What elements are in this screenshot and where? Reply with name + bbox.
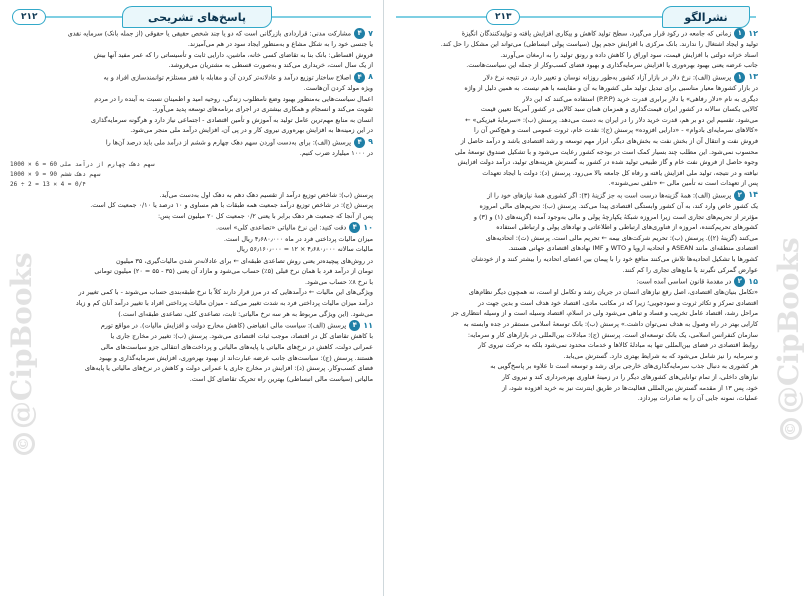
text-line (394, 254, 758, 265)
formula-line: 1000 × 6 = 60 سهم دهک چهارم از درآمد ملی (10, 160, 155, 168)
watermark-text: @CipBooks (5, 252, 38, 429)
line-text: فروش نفت و انتقال آن از بخش نفت به بخش‌های دیگر، ابزار مهم توسعه و رشد اقتصادی باشد و درآمد حاصل از (460, 136, 758, 145)
line-text: می‌شود. تقسیم این دو بر هم، قدرت خرید دلار را در ایران به دست می‌دهد. پرسش (ب): «سرمایهٔ فیزیکی» ← (465, 115, 758, 124)
line-text: اصلاح ساختار توزیع درآمد و عادلانه‌تر کردن آن و مقابله با فقر مستلزم توانمندسازی افراد و به (103, 73, 352, 82)
line-text: مراحل رشد، اقتصاد عامل تخریب و فساد و تباهی می‌شود ولی در اسلام، اقتصاد وسیله است و از وسیله انتظاری جز (451, 309, 758, 318)
answer-block (10, 28, 373, 71)
text-line (394, 28, 758, 39)
line-text: کشورها با تشکیل اتحادیه‌ها تلاش می‌کنند منافع خود را با پیمان بین اعضای اتحادیه را بیشتر کنند و از خودشان (471, 254, 758, 263)
answer-option-badge: ۴ (349, 222, 360, 233)
text-line (394, 393, 758, 404)
text-line (10, 309, 373, 320)
line-text: اسناد خزانه دولتی با افزایش قیمت، سود اوراق را کاهش داده و رونق تولید را به ارمغان می‌آورند. (500, 50, 758, 59)
page-title: پاسخ‌های تشریحی (122, 6, 272, 28)
line-text: درآمد میزان مالیات پرداختی فرد به شدت تغییر می‌کند - میزان مالیات پرداختی افراد با تغییر درآمد آنان کم و زیاد (75, 299, 373, 308)
line-text: سازمان کنفرانس اسلامی، یک بانک توسعه‌ای است. پرسش (ج): مبادلات بین‌المللی در بازارهای کار و سرمایه: (467, 330, 758, 339)
line-text: تومان از درآمد فرد با همان نرخ قبلی (۵٪) حساب می‌شود و مازاد آن یعنی (۳۵ - ۵۵ = ۲۰) میلیون تومانی (94, 267, 373, 276)
answer-option-badge: ۴ (354, 72, 365, 83)
answer-block (10, 320, 373, 384)
text-line (10, 190, 373, 201)
line-text: هستند. پرسش (ج): سیاست‌های جانب عرضه عبارت‌اند از بهبود بهره‌وری، افزایش سرمایه‌گذاری و بهبود (99, 353, 373, 362)
text-line (10, 234, 373, 245)
text-line (10, 298, 373, 309)
line-text: دقت کنید: این نرخ مالیاتی «تصاعدی کلی» است. (216, 223, 347, 232)
text-line (394, 361, 758, 372)
answer-block (10, 222, 373, 254)
answer-option-badge: ۴ (354, 28, 365, 39)
line-text: «کالاهای سرمایه‌ای بادوام» - «دارایی افزوده» پرسش (ج): نقدت خام، ثروت عمومی است و هیچ‌کس آن را (473, 126, 758, 135)
text-line (394, 351, 758, 362)
text-line (10, 277, 373, 288)
text-line (10, 342, 373, 353)
text-line (10, 320, 373, 331)
line-text: پرسش (ب): شاخص توزیع درآمد از تقسیم دهک دهم به دهک اول به‌دست می‌آید. (159, 190, 373, 199)
line-text: می‌شود. (این ویژگی مربوط به هر سه نرخ مالیاتی: ثابت، تصاعدی کلی، تصاعدی طبقه‌ای است.) (118, 309, 373, 318)
text-line (394, 319, 758, 330)
answer-block (10, 256, 373, 320)
text-line (394, 330, 758, 341)
text-line (394, 201, 758, 212)
answer-option-badge: ۴ (354, 137, 365, 148)
text-line (394, 178, 758, 189)
line-text: عمرانی دولت، کاهش در نرخ‌های مالیاتی یا پایه‌های مالیاتی و پرداخت‌های انتقالی جزو سیاست‌های مالی (100, 342, 373, 351)
line-text: محسوب نمی‌شود. این مطلب چند بسیار کمک است در بودجه کشور رعایت می‌شود و با تشکیل صندوق توسعهٔ ملی (454, 147, 758, 156)
line-text: اقتصادی تمرکز و تکاثر ثروت و سودجویی؛ زیرا که در مکاتب مادی، اقتصاد خود هدف است و بدین جهت در (477, 298, 758, 307)
question-number: ۱۲ (748, 28, 758, 38)
watermark-text: @CipBooks (772, 237, 805, 414)
line-text: و سرمایه را نیز شامل می‌شود که به شرایط بهتری دارد. گسترش می‌یابد. (563, 351, 758, 360)
line-text: خود، پس ۱۳ از مقدمه گسترش بین‌المللی فعالیت‌ها در طریق اینترنت نیز به خرید افزوده شود، از (501, 383, 758, 392)
line-text: پس از آنجا که جمعیت هر دهک برابر با یعنی ۰/۲ جمعیت کل ۲۰ میلیون است پس: (157, 211, 373, 220)
line-text: میزان مالیات پرداختی فرد در ماه ۴٫۶۸۰٫۰۰۰ ریال است. (223, 234, 373, 243)
text-line (10, 50, 373, 61)
line-text: نیافته و در نتیجه، تولید ملی افزایش یافته و رفاه کل جامعه بالا می‌رود. پرسش (د): دولت با ایجاد تعهدات (482, 168, 758, 177)
text-line (10, 39, 373, 50)
text-line (10, 137, 373, 148)
copyright-icon: © (13, 433, 35, 455)
text-line (394, 276, 758, 287)
line-text: پس از تعهدات است نه تأمین مالی ← «تلفی نمی‌شوند». (608, 179, 758, 188)
answer-block (394, 72, 758, 189)
answer-option-badge: ۲ (734, 190, 745, 201)
right-page-header (396, 6, 756, 28)
answer-block (394, 28, 758, 71)
question-number: ۱۵ (748, 276, 758, 286)
text-line (394, 340, 758, 351)
text-line (10, 148, 373, 159)
line-text: ویژگی‌های این مالیات ← درآمدهایی که در مرز قرار دارند کلاً با نرخ طبقه‌بندی حساب می‌شوند - با کمی تغییر در (78, 288, 373, 297)
page-title: نشرالگو (662, 6, 750, 28)
question-number: ۸ (368, 72, 373, 82)
text-line (394, 308, 758, 319)
line-text: یک کشور خاص وارد کند، به آن کشور وابستگی اقتصادی پیدا می‌کند. پرسش (ب): تحریم‌های مالی امروزه (479, 202, 758, 210)
text-line (10, 266, 373, 277)
line-text: پرسش (الف): همهٔ گزینه‌ها درست است به جز گزینهٔ (۳): اگر کشوری همهٔ نیازهای خود را از (487, 191, 732, 200)
answer-option-badge: ۱ (734, 28, 745, 39)
answer-option-badge: ۴ (349, 320, 360, 331)
text-line (394, 212, 758, 223)
text-line (394, 233, 758, 244)
line-text: مؤثرتر از تحریم‌های تجاری است زیرا امروزه شبکهٔ یکپارچهٔ پولی و مالی به‌وجود آمده (گزینه‌های (۱) و (۳) و (473, 212, 758, 221)
text-line (10, 363, 373, 374)
line-text: پرسش (ج): در شاخص توزیع درآمد جمعیت همه طبقات با هم مساوی و ۱۰ درصد یا ۰/۱۰ جمعیت کل است. (90, 201, 373, 210)
answer-option-badge: ۱ (734, 72, 745, 83)
question-number: ۹ (368, 137, 373, 147)
line-text: یا جنسی خود را به شکل مشاع و به‌منظور ایجاد سود در هم می‌آمیزند. (187, 40, 373, 49)
text-line (394, 168, 758, 179)
line-text: می‌کنند (گزینهٔ (۲)). پرسش (ب): تحریم شرکت‌های بیمه ← تحریم مالی است. پرسش (ت): اتحادیه‌های (485, 233, 758, 242)
text-line (394, 60, 758, 71)
right-page-content (394, 28, 758, 404)
line-text: کشورهای تحریم‌کننده، امروزه از فناوری‌های ارتباطی و اطلاعاتی و نهادهای پولی و ارتباطی استفاده (496, 223, 758, 232)
line-text: عملیات، نمونه جایی آن را به صادرات بپردازد. (637, 394, 758, 403)
text-line (10, 374, 373, 385)
formula-line: 1000 × 9 = 90 سهم دهک ششم (10, 170, 101, 178)
watermark (772, 237, 805, 440)
line-text: مشارکت مدنی: قراردادی بازرگانی است که دو یا چند شخص حقیقی یا حقوقی (از جمله بانک) سرمایه نقدی (67, 29, 352, 38)
answer-block (394, 190, 758, 275)
text-line (394, 50, 758, 61)
page-number: ۲۱۲ (12, 9, 46, 25)
line-text: زمانی که جامعه در رکود قرار می‌گیرد، سطح تولید کاهش و بیکاری افزایش یافته و تولیدکنندگان انگیزهٔ (461, 29, 732, 38)
text-line (394, 190, 758, 201)
left-page-header (12, 6, 371, 28)
question-number: ۱۳ (748, 72, 758, 82)
question-number: ۷ (368, 28, 373, 38)
line-text: عوارض گمرکی نگیرند یا مانع‌های تجاری را کم کنند. (622, 265, 758, 274)
text-line (394, 372, 758, 383)
line-text: مالیات سالانه ۴٫۶۸۰٫۰۰۰ × ۱۲ = ۵۶٫۱۶۰٫۰۰۰ ریال (236, 245, 373, 254)
text-line (10, 125, 373, 136)
text-line (10, 83, 373, 94)
text-line (10, 115, 373, 126)
text-line (10, 28, 373, 39)
text-line (10, 331, 373, 342)
text-line (394, 104, 758, 115)
text-line (394, 83, 758, 94)
question-number: ۱۰ (363, 222, 373, 232)
copyright-icon: © (780, 418, 802, 440)
text-line (394, 298, 758, 309)
text-line (10, 353, 373, 364)
text-line (394, 383, 758, 394)
answer-option-badge: ۲ (734, 276, 745, 287)
line-text: از یک سال است، خریداری می‌کند و به‌صورت قسطی به مشتریان می‌فروشد. (168, 61, 373, 70)
line-text: نیازهای داخلی، از تمام توانایی‌های کشورهای دیگر را در زمینهٔ فناوری بهره‌برداری کند و نیروی کار (501, 373, 758, 381)
text-line (394, 94, 758, 105)
answer-block (10, 72, 373, 136)
text-line (10, 211, 373, 222)
text-line (10, 222, 373, 233)
line-text: در روش‌های پیچیده‌تر یعنی روش تصاعدی طبقه‌ای ← برای عادلانه‌تر شدن مالیات‌گیری، ۳۵ میلیون (115, 256, 373, 265)
line-text: فروش اقساطی: بانک بنا به تقاضای کسی خانه، ماشین، دارایی ثابت و تأسیساتی را که عمر مفید آنها بیش (93, 50, 373, 59)
line-text: اعمال سیاست‌هایی به‌منظور بهبود وضع نامطلوب زندگی، روحیه امید و اطمینان نسبت به آینده را در مردم (94, 94, 373, 103)
line-text: «تکامل بنیان‌های اقتصادی، اصل رفع نیازهای انسان در جریان رشد و تکامل او است، نه همچون دیگر نظام‌های (468, 288, 758, 297)
line-text: پرسش (الف): برای به‌دست آوردن سهم دهک چهارم و ششم از درآمد ملی باید درصد آن‌ها را (105, 138, 352, 147)
line-text: اقتصادی منطقه‌ای مانند ASEAN و اتحادیه اروپا و WTO و IMF نهادهای اقتصادی جهانی هستند. (508, 244, 758, 253)
line-text: در بازار کشورها معیار مناسبی برای تبدیل تولید ملی کشورها به آن و مقایسه با هم نیست. به همین دلیل از واژه (464, 83, 758, 92)
text-line (394, 157, 758, 168)
line-text: در این زمینه‌ها به افزایش بهره‌وری نیروی کار و در پی آن، افزایش درآمد ملی منجر می‌شود. (130, 126, 373, 135)
text-line (394, 147, 758, 158)
line-text: فضای کسب‌وکار. پرسش (د): افزایش در مخارج جاری یا عمرانی دولت و کاهش در نرخ‌های مالیاتی یا پایه‌های (84, 364, 373, 373)
line-text: تولید و ایجاد اشتغال را ندارند. بانک مرکزی با افزایش حجم پول (سیاست پولی انبساطی) می‌تواند این مشکل را حل کند. (440, 40, 758, 49)
text-line (394, 222, 758, 233)
text-line (10, 94, 373, 105)
line-text: کارایی بهتر در راه وصول به هدف نمی‌توان داشت.» پرسش (ب): بانک توسعهٔ اسلامی مستقر در جده وابسته به (463, 320, 758, 329)
text-line (10, 104, 373, 115)
line-text: در مقدمهٔ قانون اساسی آمده است: (636, 277, 732, 286)
text-line (10, 244, 373, 255)
text-line (10, 60, 373, 71)
text-line (394, 243, 758, 254)
line-text: پرسش (الف): سیاست مالی انقباضی (کاهش مخارج دولت و افزایش مالیات). در مواقع تورم (100, 321, 347, 330)
line-text: هر کشوری به دنبال جذب سرمایه‌گذاری‌های خارجی برای رشد و توسعه است تا علاوه بر پاسخ‌گویی به (490, 362, 758, 371)
answer-block (394, 276, 758, 404)
text-line (394, 39, 758, 50)
line-text: تقویت می‌کند و انسجام و همکاری بیشتری در اجرای برنامه‌های توسعه پدید می‌آورد. (152, 105, 373, 114)
text-line (394, 136, 758, 147)
question-number: ۱۴ (748, 190, 758, 200)
line-text: کالایی یکسان سالانه در کشور ایران قیمت‌گذاری و همزمان همان سبد کالایی در کشور آمریکا تعیین قیمت (480, 105, 758, 114)
line-text: جانب عرضه یعنی بهبود بهره‌وری یا افزایش سرمایه‌گذاری و بهبود فضای کسب‌وکار از جمله این سیاست‌هاست. (466, 61, 758, 70)
text-line (10, 72, 373, 83)
page-number: ۲۱۳ (486, 9, 520, 25)
text-line (10, 200, 373, 211)
line-text: دیگری به نام «دلار رفاهی» یا دلار برابری قدرت خرید (P.P.P) استفاده می‌کنند که این دلار (522, 94, 758, 103)
text-line (394, 287, 758, 298)
text-line (10, 256, 373, 267)
text-line (394, 265, 758, 276)
line-text: مالیاتی (سیاست مالی انبساطی) بهترین راه تحریک تقاضای کل است. (189, 374, 373, 383)
text-line (394, 125, 758, 136)
question-number: ۱۱ (363, 320, 373, 330)
line-text: در ۱۰۰۰ میلیارد ضرب کنیم. (299, 149, 373, 158)
line-text: ویژه مولد کردن آن‌هاست. (303, 83, 373, 92)
answer-block (10, 137, 373, 159)
left-page (0, 0, 384, 596)
line-text: پرسش (الف): نرخ دلار در بازار آزاد کشور به‌طور روزانه نوسان و تغییر دارد. در نتیجه نرخ دلار (483, 73, 732, 82)
left-page-content (10, 28, 373, 384)
answer-block (10, 190, 373, 222)
line-text: وجوه حاصل از فروش نفت خام و گاز طبیعی تولید شده در کشور به گسترش هزینه‌های تولید، درآمد دولت افزایش (457, 158, 758, 167)
text-line (394, 115, 758, 126)
line-text: با کاهش تقاضای کل در اقتصاد، موجب ثبات اقتصادی می‌شود. پرسش (ب): تغییر در مخارج جاری یا (110, 332, 373, 341)
text-line (394, 72, 758, 83)
line-text: انسان به منابع مهم‌ترین عامل تولید به آموزش و تأمین اقتصادی - اجتماعی نیاز دارد و هرگونه سرمایه‌گذاری (90, 115, 373, 124)
right-page (384, 0, 805, 596)
formula-line: 26 ÷ 2 = 13 × 4 = 0/۴ (10, 180, 86, 188)
line-text: روابط اقتصادی در فضای بین‌المللی تنها به مبادلهٔ کالاها و خدمات محدود نمی‌شود بلکه به حرکت نیروی کار (478, 341, 758, 350)
line-text: با نرخ ۸٪ حساب می‌شود. (304, 277, 373, 286)
formula-box (10, 160, 373, 190)
text-line (10, 287, 373, 298)
